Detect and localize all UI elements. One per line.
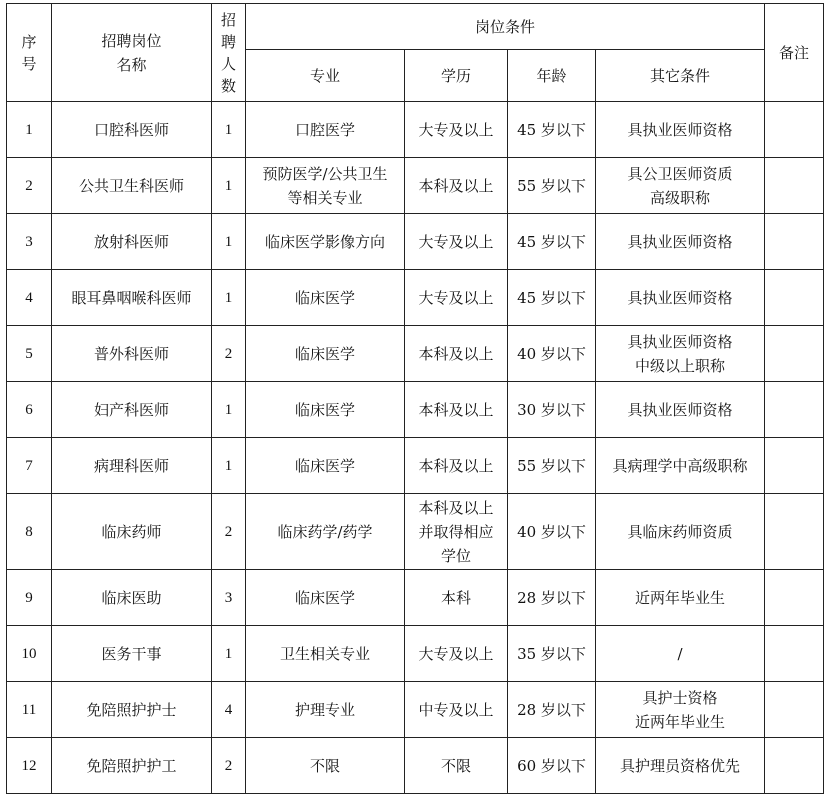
cell-position <box>52 326 212 382</box>
cell-age <box>508 102 596 158</box>
cell-other <box>596 494 765 570</box>
cell-education-text: 大专及以上 <box>418 120 494 139</box>
cell-education <box>405 102 508 158</box>
cell-age <box>508 626 596 682</box>
cell-other <box>596 214 765 270</box>
header-remark <box>765 4 824 102</box>
cell-major <box>246 382 405 438</box>
cell-count <box>212 682 246 738</box>
cell-major-text: 预防医学/公共卫生 等相关专业 <box>262 164 388 207</box>
cell-seq <box>7 214 52 270</box>
cell-count-text: 2 <box>224 523 233 540</box>
cell-education-text: 大专及以上 <box>418 644 494 663</box>
cell-major-text: 临床医学 <box>294 456 355 475</box>
cell-age <box>508 494 596 570</box>
cell-seq <box>7 158 52 214</box>
cell-position <box>52 158 212 214</box>
cell-count-text: 2 <box>224 757 233 774</box>
table-row <box>7 738 824 794</box>
cell-major-text: 临床医学 <box>294 400 355 419</box>
cell-count-text: 1 <box>224 289 233 306</box>
cell-major <box>246 682 405 738</box>
table-row <box>7 626 824 682</box>
cell-count <box>212 626 246 682</box>
cell-education-text: 不限 <box>440 756 471 775</box>
cell-seq-text: 12 <box>21 757 37 774</box>
cell-age-text: 28 岁以下 <box>517 588 586 607</box>
cell-seq-text: 7 <box>25 457 33 474</box>
cell-count-text: 1 <box>224 457 233 474</box>
cell-other-text: 具临床药师资质 <box>627 522 733 541</box>
cell-position <box>52 682 212 738</box>
cell-count <box>212 494 246 570</box>
cell-seq <box>7 382 52 438</box>
cell-education-text: 大专及以上 <box>418 288 494 307</box>
cell-other-text: / <box>677 644 683 663</box>
header-position-label: 招聘岗位 名称 <box>101 31 162 74</box>
cell-count-text: 4 <box>224 701 233 718</box>
cell-count-text: 1 <box>224 233 233 250</box>
cell-position <box>52 102 212 158</box>
cell-other <box>596 382 765 438</box>
cell-major <box>246 494 405 570</box>
recruitment-table <box>6 3 824 794</box>
cell-count <box>212 438 246 494</box>
cell-other-text: 具执业医师资格 <box>627 232 733 251</box>
cell-position <box>52 626 212 682</box>
cell-age <box>508 214 596 270</box>
cell-position-text: 免陪照护护士 <box>86 700 177 719</box>
cell-education <box>405 326 508 382</box>
cell-age-text: 45 岁以下 <box>517 120 586 139</box>
cell-education <box>405 570 508 626</box>
cell-remark <box>765 682 824 738</box>
cell-position-text: 口腔科医师 <box>93 120 169 139</box>
cell-remark <box>765 494 824 570</box>
cell-age-text: 28 岁以下 <box>517 700 586 719</box>
cell-major <box>246 326 405 382</box>
header-education <box>405 50 508 102</box>
cell-other-text: 具护士资格 近两年毕业生 <box>635 688 726 731</box>
cell-remark <box>765 158 824 214</box>
cell-age <box>508 438 596 494</box>
cell-major-text: 临床医学 <box>294 288 355 307</box>
table-row <box>7 382 824 438</box>
cell-education-text: 本科及以上 并取得相应 学位 <box>418 498 494 565</box>
table-body <box>7 102 824 794</box>
cell-count-text: 1 <box>224 401 233 418</box>
header-major <box>246 50 405 102</box>
header-conditions <box>246 4 765 50</box>
header-other <box>596 50 765 102</box>
cell-education <box>405 214 508 270</box>
cell-age-text: 60 岁以下 <box>517 756 586 775</box>
cell-major-text: 卫生相关专业 <box>279 644 370 663</box>
cell-education-text: 本科及以上 <box>418 400 494 419</box>
cell-other-text: 具护理员资格优先 <box>620 756 741 775</box>
cell-education-text: 大专及以上 <box>418 232 494 251</box>
cell-major <box>246 270 405 326</box>
cell-seq <box>7 102 52 158</box>
cell-age-text: 30 岁以下 <box>517 400 586 419</box>
cell-seq-text: 4 <box>25 289 33 306</box>
cell-age <box>508 570 596 626</box>
cell-education <box>405 270 508 326</box>
cell-education-text: 中专及以上 <box>418 700 494 719</box>
header-count-label: 招 聘 人 数 <box>220 10 236 95</box>
cell-seq <box>7 626 52 682</box>
table-row <box>7 102 824 158</box>
cell-age-text: 40 岁以下 <box>517 344 586 363</box>
table-row <box>7 270 824 326</box>
cell-age-text: 55 岁以下 <box>517 456 586 475</box>
cell-other-text: 具公卫医师资质 高级职称 <box>627 164 733 207</box>
cell-education-text: 本科及以上 <box>418 344 494 363</box>
cell-position-text: 临床药师 <box>101 522 162 541</box>
header-position <box>52 4 212 102</box>
header-count <box>212 4 246 102</box>
header-conditions-label: 岗位条件 <box>475 17 536 36</box>
cell-count <box>212 570 246 626</box>
cell-count-text: 1 <box>224 645 233 662</box>
cell-age-text: 45 岁以下 <box>517 232 586 251</box>
cell-other <box>596 438 765 494</box>
cell-remark <box>765 438 824 494</box>
cell-education <box>405 438 508 494</box>
cell-position-text: 眼耳鼻咽喉科医师 <box>71 288 192 307</box>
cell-other-text: 具执业医师资格 <box>627 400 733 419</box>
cell-major-text: 口腔医学 <box>294 120 355 139</box>
cell-other-text: 具执业医师资格 <box>627 120 733 139</box>
cell-education-text: 本科 <box>440 588 471 607</box>
cell-education <box>405 158 508 214</box>
cell-remark <box>765 102 824 158</box>
header-seq-label: 序 号 <box>21 32 37 73</box>
cell-education <box>405 494 508 570</box>
cell-education <box>405 682 508 738</box>
cell-other <box>596 738 765 794</box>
cell-position-text: 普外科医师 <box>93 344 169 363</box>
cell-remark <box>765 570 824 626</box>
cell-position-text: 医务干事 <box>101 644 162 663</box>
cell-position-text: 病理科医师 <box>93 456 169 475</box>
table-row <box>7 682 824 738</box>
cell-other-text: 近两年毕业生 <box>635 588 726 607</box>
cell-position <box>52 214 212 270</box>
cell-count <box>212 270 246 326</box>
cell-remark <box>765 738 824 794</box>
cell-seq <box>7 438 52 494</box>
cell-seq-text: 6 <box>25 401 33 418</box>
cell-education <box>405 738 508 794</box>
cell-count <box>212 382 246 438</box>
header-age <box>508 50 596 102</box>
cell-position-text: 公共卫生科医师 <box>78 176 184 195</box>
cell-other <box>596 270 765 326</box>
cell-education <box>405 382 508 438</box>
cell-major-text: 护理专业 <box>294 700 355 719</box>
header-education-label: 学历 <box>440 66 471 85</box>
cell-education-text: 本科及以上 <box>418 176 494 195</box>
header-other-label: 其它条件 <box>650 66 711 85</box>
table-row <box>7 438 824 494</box>
table-row <box>7 214 824 270</box>
cell-count-text: 1 <box>224 177 233 194</box>
cell-seq-text: 5 <box>25 345 33 362</box>
cell-education-text: 本科及以上 <box>418 456 494 475</box>
cell-other-text: 具病理学中高级职称 <box>612 456 748 475</box>
header-seq <box>7 4 52 102</box>
cell-position-text: 临床医助 <box>101 588 162 607</box>
table-row <box>7 494 824 570</box>
header-major-label: 专业 <box>309 66 340 85</box>
cell-count <box>212 102 246 158</box>
table-row <box>7 570 824 626</box>
cell-other-text: 具执业医师资格 <box>627 288 733 307</box>
cell-remark <box>765 270 824 326</box>
cell-remark <box>765 214 824 270</box>
cell-seq <box>7 326 52 382</box>
cell-seq-text: 3 <box>25 233 33 250</box>
cell-count <box>212 214 246 270</box>
cell-age <box>508 326 596 382</box>
cell-other <box>596 570 765 626</box>
cell-major-text: 临床医学 <box>294 588 355 607</box>
cell-position-text: 放射科医师 <box>93 232 169 251</box>
cell-position <box>52 270 212 326</box>
cell-position <box>52 570 212 626</box>
cell-major <box>246 214 405 270</box>
cell-seq-text: 2 <box>25 177 33 194</box>
cell-major <box>246 158 405 214</box>
cell-position <box>52 494 212 570</box>
cell-age <box>508 382 596 438</box>
cell-seq <box>7 270 52 326</box>
cell-position <box>52 438 212 494</box>
cell-remark <box>765 626 824 682</box>
table-row <box>7 326 824 382</box>
header-age-label: 年龄 <box>536 66 567 85</box>
cell-seq-text: 8 <box>25 523 33 540</box>
cell-other <box>596 158 765 214</box>
cell-major-text: 临床医学影像方向 <box>264 232 385 251</box>
cell-count-text: 1 <box>224 121 233 138</box>
cell-age <box>508 270 596 326</box>
cell-other <box>596 682 765 738</box>
cell-age-text: 45 岁以下 <box>517 288 586 307</box>
cell-age <box>508 158 596 214</box>
cell-major <box>246 102 405 158</box>
cell-position-text: 妇产科医师 <box>93 400 169 419</box>
cell-major <box>246 626 405 682</box>
cell-age-text: 40 岁以下 <box>517 522 586 541</box>
cell-age-text: 55 岁以下 <box>517 176 586 195</box>
cell-seq <box>7 494 52 570</box>
cell-other <box>596 102 765 158</box>
cell-seq-text: 11 <box>21 701 37 718</box>
cell-remark <box>765 326 824 382</box>
cell-count-text: 3 <box>224 589 233 606</box>
header-remark-label: 备注 <box>779 43 810 62</box>
cell-major-text: 临床药学/药学 <box>277 522 373 541</box>
cell-other-text: 具执业医师资格 中级以上职称 <box>627 332 733 375</box>
cell-count-text: 2 <box>224 345 233 362</box>
cell-seq-text: 10 <box>21 645 37 662</box>
cell-major-text: 不限 <box>309 756 340 775</box>
cell-other <box>596 626 765 682</box>
table-row <box>7 158 824 214</box>
cell-count <box>212 738 246 794</box>
cell-position <box>52 382 212 438</box>
cell-other <box>596 326 765 382</box>
cell-count <box>212 326 246 382</box>
cell-age <box>508 738 596 794</box>
cell-count <box>212 158 246 214</box>
cell-major <box>246 738 405 794</box>
cell-seq-text: 9 <box>25 589 33 606</box>
cell-major-text: 临床医学 <box>294 344 355 363</box>
cell-age <box>508 682 596 738</box>
cell-seq-text: 1 <box>25 121 33 138</box>
cell-remark <box>765 382 824 438</box>
cell-position <box>52 738 212 794</box>
cell-major <box>246 570 405 626</box>
cell-education <box>405 626 508 682</box>
cell-age-text: 35 岁以下 <box>517 644 586 663</box>
cell-seq <box>7 570 52 626</box>
cell-seq <box>7 738 52 794</box>
cell-seq <box>7 682 52 738</box>
cell-major <box>246 438 405 494</box>
cell-position-text: 免陪照护护工 <box>86 756 177 775</box>
